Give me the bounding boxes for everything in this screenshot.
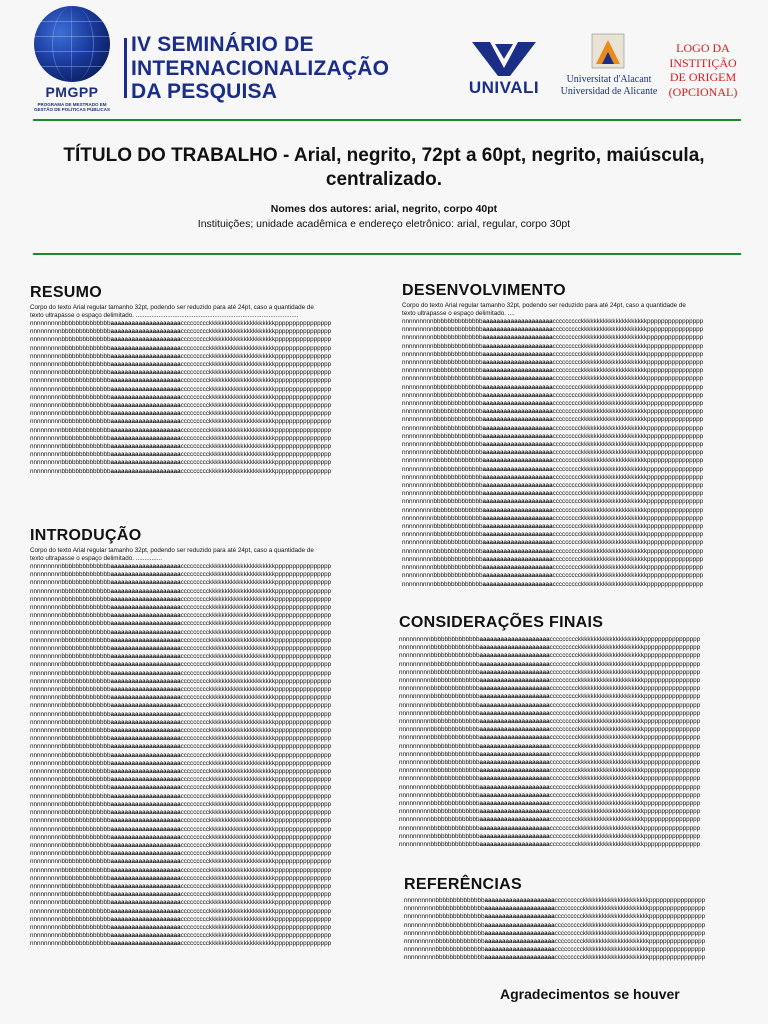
filler-line: nnnnnnnnnbbbbbbbbbbbbbbaaaaaaaaaaaaaaaaaaaaccccccccckkkkkkkkkkkkkkkkkkkkkpppppppppppppppp	[30, 874, 332, 882]
section-heading: RESUMO	[30, 284, 103, 301]
filler-line: nnnnnnnnnbbbbbbbbbbbbbbaaaaaaaaaaaaaaaaaaaaccccccccckkkkkkkkkkkkkkkkkkkkkpppppppppppppppp	[402, 506, 704, 514]
filler-line: nnnnnnnnnbbbbbbbbbbbbbbaaaaaaaaaaaaaaaaaaaaccccccccckkkkkkkkkkkkkkkkkkkkkpppppppppppppppp	[402, 473, 704, 481]
filler-line: nnnnnnnnnbbbbbbbbbbbbbbaaaaaaaaaaaaaaaaaaaaccccccccckkkkkkkkkkkkkkkkkkkkkpppppppppppppppp	[30, 940, 332, 948]
filler-line: nnnnnnnnnbbbbbbbbbbbbbbaaaaaaaaaaaaaaaaaaaaccccccccckkkkkkkkkkkkkkkkkkkkkpppppppppppppppp	[399, 775, 701, 783]
filler-line: nnnnnnnnnbbbbbbbbbbbbbbaaaaaaaaaaaaaaaaaaaaccccccccckkkkkkkkkkkkkkkkkkkkkpppppppppppppppp	[30, 776, 332, 784]
filler-line: nnnnnnnnnbbbbbbbbbbbbbbaaaaaaaaaaaaaaaaaaaaccccccccckkkkkkkkkkkkkkkkkkkkkpppppppppppppppp	[402, 326, 704, 334]
filler-line: nnnnnnnnnbbbbbbbbbbbbbbaaaaaaaaaaaaaaaaaaaaccccccccckkkkkkkkkkkkkkkkkkkkkpppppppppppppppp	[399, 652, 701, 660]
filler-line: nnnnnnnnnbbbbbbbbbbbbbbaaaaaaaaaaaaaaaaaaaaccccccccckkkkkkkkkkkkkkkkkkkkkpppppppppppppppp	[402, 564, 704, 572]
filler-line: nnnnnnnnnbbbbbbbbbbbbbbaaaaaaaaaaaaaaaaaaaaccccccccckkkkkkkkkkkkkkkkkkkkkpppppppppppppppp	[30, 891, 332, 899]
pmgpp-subtitle: PROGRAMA DE MESTRADO EM GESTÃO DE POLÍTICAS PÚBLICAS	[33, 102, 110, 112]
filler-line: nnnnnnnnnbbbbbbbbbbbbbbaaaaaaaaaaaaaaaaaaaaccccccccckkkkkkkkkkkkkkkkkkkkkpppppppppppppppp	[30, 932, 332, 940]
filler-line: nnnnnnnnnbbbbbbbbbbbbbbaaaaaaaaaaaaaaaaaaaaccccccccckkkkkkkkkkkkkkkkkkkkkpppppppppppppppp	[30, 563, 332, 570]
filler-text	[402, 318, 742, 589]
filler-line: nnnnnnnnnbbbbbbbbbbbbbbaaaaaaaaaaaaaaaaaaaaccccccccckkkkkkkkkkkkkkkkkkkkkpppppppppppppppp	[402, 318, 704, 325]
filler-text	[30, 563, 370, 949]
filler-line: nnnnnnnnnbbbbbbbbbbbbbbaaaaaaaaaaaaaaaaaaaaccccccccckkkkkkkkkkkkkkkkkkkkkpppppppppppppppp	[30, 858, 332, 866]
filler-line: nnnnnnnnnbbbbbbbbbbbbbbaaaaaaaaaaaaaaaaaaaaccccccccckkkkkkkkkkkkkkkkkkkkkpppppppppppppppp	[30, 459, 332, 467]
section-resumo	[30, 284, 370, 476]
filler-line: nnnnnnnnnbbbbbbbbbbbbbbaaaaaaaaaaaaaaaaaaaaccccccccckkkkkkkkkkkkkkkkkkkkkpppppppppppppppp	[30, 751, 332, 759]
filler-line: nnnnnnnnnbbbbbbbbbbbbbbaaaaaaaaaaaaaaaaaaaaccccccccckkkkkkkkkkkkkkkkkkkkkpppppppppppppppp	[30, 612, 332, 620]
section-heading: DESENVOLVIMENTO	[402, 282, 566, 299]
filler-line: nnnnnnnnnbbbbbbbbbbbbbbaaaaaaaaaaaaaaaaaaaaccccccccckkkkkkkkkkkkkkkkkkkkkpppppppppppppppp	[30, 661, 332, 669]
section-heading: CONSIDERAÇÕES FINAIS	[399, 614, 604, 631]
title-divider	[124, 38, 127, 98]
filler-line: nnnnnnnnnbbbbbbbbbbbbbbaaaaaaaaaaaaaaaaaaaaccccccccckkkkkkkkkkkkkkkkkkkkkpppppppppppppppp	[30, 385, 332, 393]
filler-line: nnnnnnnnnbbbbbbbbbbbbbbaaaaaaaaaaaaaaaaaaaaccccccccckkkkkkkkkkkkkkkkkkkkkpppppppppppppppp	[30, 686, 332, 694]
filler-line: nnnnnnnnnbbbbbbbbbbbbbbaaaaaaaaaaaaaaaaaaaaccccccccckkkkkkkkkkkkkkkkkkkkkpppppppppppppppp	[402, 498, 704, 506]
filler-line: nnnnnnnnnbbbbbbbbbbbbbbaaaaaaaaaaaaaaaaaaaaccccccccckkkkkkkkkkkkkkkkkkkkkpppppppppppppppp	[30, 653, 332, 661]
filler-line: nnnnnnnnnbbbbbbbbbbbbbbaaaaaaaaaaaaaaaaaaaaccccccccckkkkkkkkkkkkkkkkkkkkkpppppppppppppppp	[30, 645, 332, 653]
filler-line: nnnnnnnnnbbbbbbbbbbbbbbaaaaaaaaaaaaaaaaaaaaccccccccckkkkkkkkkkkkkkkkkkkkkpppppppppppppppp	[399, 693, 701, 701]
filler-line: nnnnnnnnnbbbbbbbbbbbbbbaaaaaaaaaaaaaaaaaaaaccccccccckkkkkkkkkkkkkkkkkkkkkpppppppppppppppp	[402, 334, 704, 342]
filler-line: nnnnnnnnnbbbbbbbbbbbbbbaaaaaaaaaaaaaaaaaaaaccccccccckkkkkkkkkkkkkkkkkkkkkpppppppppppppppp	[399, 668, 701, 676]
filler-line: nnnnnnnnnbbbbbbbbbbbbbbaaaaaaaaaaaaaaaaaaaaccccccccckkkkkkkkkkkkkkkkkkkkkpppppppppppppppp	[399, 718, 701, 726]
filler-line: nnnnnnnnnbbbbbbbbbbbbbbaaaaaaaaaaaaaaaaaaaaccccccccckkkkkkkkkkkkkkkkkkkkkpppppppppppppppp	[30, 361, 332, 369]
filler-line: nnnnnnnnnbbbbbbbbbbbbbbaaaaaaaaaaaaaaaaaaaaccccccccckkkkkkkkkkkkkkkkkkkkkpppppppppppppppp	[402, 432, 704, 440]
alicante-mark-icon	[590, 32, 626, 72]
filler-line: nnnnnnnnnbbbbbbbbbbbbbbaaaaaaaaaaaaaaaaaaaaccccccccckkkkkkkkkkkkkkkkkkkkkpppppppppppppppp	[404, 929, 706, 937]
filler-line: nnnnnnnnnbbbbbbbbbbbbbbaaaaaaaaaaaaaaaaaaaaccccccccckkkkkkkkkkkkkkkkkkkkkpppppppppppppppp	[30, 784, 332, 792]
univali-mark-icon	[470, 40, 538, 78]
filler-line: nnnnnnnnnbbbbbbbbbbbbbbaaaaaaaaaaaaaaaaaaaaccccccccckkkkkkkkkkkkkkkkkkkkkpppppppppppppppp	[30, 604, 332, 612]
filler-line: nnnnnnnnnbbbbbbbbbbbbbbaaaaaaaaaaaaaaaaaaaaccccccccckkkkkkkkkkkkkkkkkkkkkpppppppppppppppp	[402, 580, 704, 588]
filler-line: nnnnnnnnnbbbbbbbbbbbbbbaaaaaaaaaaaaaaaaaaaaccccccccckkkkkkkkkkkkkkkkkkkkkpppppppppppppppp	[402, 383, 704, 391]
filler-line: nnnnnnnnnbbbbbbbbbbbbbbaaaaaaaaaaaaaaaaaaaaccccccccckkkkkkkkkkkkkkkkkkkkkpppppppppppppppp	[30, 467, 332, 475]
alicante-label: Universitat d'Alacant Universidad de Alicante	[560, 74, 658, 97]
filler-line: nnnnnnnnnbbbbbbbbbbbbbbaaaaaaaaaaaaaaaaaaaaccccccccckkkkkkkkkkkkkkkkkkkkkpppppppppppppppp	[402, 350, 704, 358]
filler-line: nnnnnnnnnbbbbbbbbbbbbbbaaaaaaaaaaaaaaaaaaaaccccccccckkkkkkkkkkkkkkkkkkkkkpppppppppppppppp	[402, 465, 704, 473]
filler-line: nnnnnnnnnbbbbbbbbbbbbbbaaaaaaaaaaaaaaaaaaaaccccccccckkkkkkkkkkkkkkkkkkkkkpppppppppppppppp	[30, 320, 332, 327]
filler-line: nnnnnnnnnbbbbbbbbbbbbbbaaaaaaaaaaaaaaaaaaaaccccccccckkkkkkkkkkkkkkkkkkkkkpppppppppppppppp	[399, 808, 701, 816]
filler-line: nnnnnnnnnbbbbbbbbbbbbbbaaaaaaaaaaaaaaaaaaaaccccccccckkkkkkkkkkkkkkkkkkkkkpppppppppppppppp	[402, 359, 704, 367]
filler-line: nnnnnnnnnbbbbbbbbbbbbbbaaaaaaaaaaaaaaaaaaaaccccccccckkkkkkkkkkkkkkkkkkkkkpppppppppppppppp	[402, 416, 704, 424]
filler-line: nnnnnnnnnbbbbbbbbbbbbbbaaaaaaaaaaaaaaaaaaaaccccccccckkkkkkkkkkkkkkkkkkkkkpppppppppppppppp	[30, 677, 332, 685]
filler-line: nnnnnnnnnbbbbbbbbbbbbbbaaaaaaaaaaaaaaaaaaaaccccccccckkkkkkkkkkkkkkkkkkkkkpppppppppppppppp	[399, 701, 701, 709]
filler-line: nnnnnnnnnbbbbbbbbbbbbbbaaaaaaaaaaaaaaaaaaaaccccccccckkkkkkkkkkkkkkkkkkkkkpppppppppppppppp	[30, 410, 332, 418]
filler-line: nnnnnnnnnbbbbbbbbbbbbbbaaaaaaaaaaaaaaaaaaaaccccccccckkkkkkkkkkkkkkkkkkkkkpppppppppppppppp	[30, 907, 332, 915]
title-rule	[33, 253, 741, 255]
filler-line: nnnnnnnnnbbbbbbbbbbbbbbaaaaaaaaaaaaaaaaaaaaccccccccckkkkkkkkkkkkkkkkkkkkkpppppppppppppppp	[399, 636, 701, 643]
header-rule	[33, 119, 741, 121]
filler-line: nnnnnnnnnbbbbbbbbbbbbbbaaaaaaaaaaaaaaaaaaaaccccccccckkkkkkkkkkkkkkkkkkkkkpppppppppppppppp	[30, 702, 332, 710]
filler-line: nnnnnnnnnbbbbbbbbbbbbbbaaaaaaaaaaaaaaaaaaaaccccccccckkkkkkkkkkkkkkkkkkkkkpppppppppppppppp	[399, 824, 701, 832]
filler-line: nnnnnnnnnbbbbbbbbbbbbbbaaaaaaaaaaaaaaaaaaaaccccccccckkkkkkkkkkkkkkkkkkkkkpppppppppppppppp	[402, 523, 704, 531]
filler-line: nnnnnnnnnbbbbbbbbbbbbbbaaaaaaaaaaaaaaaaaaaaccccccccckkkkkkkkkkkkkkkkkkkkkpppppppppppppppp	[402, 449, 704, 457]
filler-line: nnnnnnnnnbbbbbbbbbbbbbbaaaaaaaaaaaaaaaaaaaaccccccccckkkkkkkkkkkkkkkkkkkkkpppppppppppppppp	[30, 923, 332, 931]
filler-line: nnnnnnnnnbbbbbbbbbbbbbbaaaaaaaaaaaaaaaaaaaaccccccccckkkkkkkkkkkkkkkkkkkkkpppppppppppppppp	[404, 954, 706, 962]
filler-text	[30, 320, 370, 476]
filler-line: nnnnnnnnnbbbbbbbbbbbbbbaaaaaaaaaaaaaaaaaaaaccccccccckkkkkkkkkkkkkkkkkkkkkpppppppppppppppp	[399, 709, 701, 717]
filler-line: nnnnnnnnnbbbbbbbbbbbbbbaaaaaaaaaaaaaaaaaaaaccccccccckkkkkkkkkkkkkkkkkkkkkpppppppppppppppp	[30, 735, 332, 743]
filler-line: nnnnnnnnnbbbbbbbbbbbbbbaaaaaaaaaaaaaaaaaaaaccccccccckkkkkkkkkkkkkkkkkkkkkpppppppppppppppp	[402, 424, 704, 432]
filler-line: nnnnnnnnnbbbbbbbbbbbbbbaaaaaaaaaaaaaaaaaaaaccccccccckkkkkkkkkkkkkkkkkkkkkpppppppppppppppp	[30, 418, 332, 426]
section-heading: INTRODUÇÃO	[30, 527, 142, 544]
filler-line: nnnnnnnnnbbbbbbbbbbbbbbaaaaaaaaaaaaaaaaaaaaccccccccckkkkkkkkkkkkkkkkkkkkkpppppppppppppppp	[30, 595, 332, 603]
filler-line: nnnnnnnnnbbbbbbbbbbbbbbaaaaaaaaaaaaaaaaaaaaccccccccckkkkkkkkkkkkkkkkkkkkkpppppppppppppppp	[402, 408, 704, 416]
filler-line: nnnnnnnnnbbbbbbbbbbbbbbaaaaaaaaaaaaaaaaaaaaccccccccckkkkkkkkkkkkkkkkkkkkkpppppppppppppppp	[30, 792, 332, 800]
filler-line: nnnnnnnnnbbbbbbbbbbbbbbaaaaaaaaaaaaaaaaaaaaccccccccckkkkkkkkkkkkkkkkkkkkkpppppppppppppppp	[402, 375, 704, 383]
filler-line: nnnnnnnnnbbbbbbbbbbbbbbaaaaaaaaaaaaaaaaaaaaccccccccckkkkkkkkkkkkkkkkkkkkkpppppppppppppppp	[404, 946, 706, 954]
filler-line: nnnnnnnnnbbbbbbbbbbbbbbaaaaaaaaaaaaaaaaaaaaccccccccckkkkkkkkkkkkkkkkkkkkkpppppppppppppppp	[30, 768, 332, 776]
filler-line: nnnnnnnnnbbbbbbbbbbbbbbaaaaaaaaaaaaaaaaaaaaccccccccckkkkkkkkkkkkkkkkkkkkkpppppppppppppppp	[30, 710, 332, 718]
filler-line: nnnnnnnnnbbbbbbbbbbbbbbaaaaaaaaaaaaaaaaaaaaccccccccckkkkkkkkkkkkkkkkkkkkkpppppppppppppppp	[30, 336, 332, 344]
filler-line: nnnnnnnnnbbbbbbbbbbbbbbaaaaaaaaaaaaaaaaaaaaccccccccckkkkkkkkkkkkkkkkkkkkkpppppppppppppppp	[402, 457, 704, 465]
filler-line: nnnnnnnnnbbbbbbbbbbbbbbaaaaaaaaaaaaaaaaaaaaccccccccckkkkkkkkkkkkkkkkkkkkkpppppppppppppppp	[30, 402, 332, 410]
filler-line: nnnnnnnnnbbbbbbbbbbbbbbaaaaaaaaaaaaaaaaaaaaccccccccckkkkkkkkkkkkkkkkkkkkkpppppppppppppppp	[30, 727, 332, 735]
poster-header	[0, 0, 768, 120]
filler-line: nnnnnnnnnbbbbbbbbbbbbbbaaaaaaaaaaaaaaaaaaaaccccccccckkkkkkkkkkkkkkkkkkkkkpppppppppppppppp	[30, 328, 332, 336]
filler-text	[399, 636, 744, 849]
filler-line: nnnnnnnnnbbbbbbbbbbbbbbaaaaaaaaaaaaaaaaaaaaccccccccckkkkkkkkkkkkkkkkkkkkkpppppppppppppppp	[399, 791, 701, 799]
filler-line: nnnnnnnnnbbbbbbbbbbbbbbaaaaaaaaaaaaaaaaaaaaccccccccckkkkkkkkkkkkkkkkkkkkkpppppppppppppppp	[399, 726, 701, 734]
section-introducao	[30, 527, 370, 949]
globe-icon	[34, 6, 110, 82]
filler-line: nnnnnnnnnbbbbbbbbbbbbbbaaaaaaaaaaaaaaaaaaaaccccccccckkkkkkkkkkkkkkkkkkkkkpppppppppppppppp	[402, 391, 704, 399]
filler-line: nnnnnnnnnbbbbbbbbbbbbbbaaaaaaaaaaaaaaaaaaaaccccccccckkkkkkkkkkkkkkkkkkkkkpppppppppppppppp	[404, 905, 706, 913]
section-intro: Corpo do texto Arial regular tamanho 32pt, podendo ser reduzido para até 24pt, caso a quantidade de texto ultrapasse o espaço delimitado. ...............	[30, 547, 314, 562]
filler-line: nnnnnnnnnbbbbbbbbbbbbbbaaaaaaaaaaaaaaaaaaaaccccccccckkkkkkkkkkkkkkkkkkkkkpppppppppppppppp	[30, 426, 332, 434]
filler-line: nnnnnnnnnbbbbbbbbbbbbbbaaaaaaaaaaaaaaaaaaaaccccccccckkkkkkkkkkkkkkkkkkkkkpppppppppppppppp	[30, 759, 332, 767]
filler-line: nnnnnnnnnbbbbbbbbbbbbbbaaaaaaaaaaaaaaaaaaaaccccccccckkkkkkkkkkkkkkkkkkkkkpppppppppppppppp	[30, 915, 332, 923]
filler-line: nnnnnnnnnbbbbbbbbbbbbbbaaaaaaaaaaaaaaaaaaaaccccccccckkkkkkkkkkkkkkkkkkkkkpppppppppppppppp	[30, 377, 332, 385]
filler-text	[404, 897, 744, 963]
filler-line: nnnnnnnnnbbbbbbbbbbbbbbaaaaaaaaaaaaaaaaaaaaccccccccckkkkkkkkkkkkkkkkkkkkkpppppppppppppppp	[30, 800, 332, 808]
section-heading: REFERÊNCIAS	[404, 876, 522, 893]
pmgpp-logo	[30, 6, 114, 116]
univali-logo	[462, 40, 546, 100]
filler-line: nnnnnnnnnbbbbbbbbbbbbbbaaaaaaaaaaaaaaaaaaaaccccccccckkkkkkkkkkkkkkkkkkkkkpppppppppppppppp	[30, 809, 332, 817]
section-desenvolvimento	[402, 282, 742, 589]
poster-title: TÍTULO DO TRABALHO - Arial, negrito, 72pt a 60pt, negrito, maiúscula, centralizado.	[63, 145, 705, 190]
filler-line: nnnnnnnnnbbbbbbbbbbbbbbaaaaaaaaaaaaaaaaaaaaccccccccckkkkkkkkkkkkkkkkkkkkkpppppppppppppppp	[399, 734, 701, 742]
filler-line: nnnnnnnnnbbbbbbbbbbbbbbaaaaaaaaaaaaaaaaaaaaccccccccckkkkkkkkkkkkkkkkkkkkkpppppppppppppppp	[404, 921, 706, 929]
filler-line: nnnnnnnnnbbbbbbbbbbbbbbaaaaaaaaaaaaaaaaaaaaccccccccckkkkkkkkkkkkkkkkkkkkkpppppppppppppppp	[30, 694, 332, 702]
filler-line: nnnnnnnnnbbbbbbbbbbbbbbaaaaaaaaaaaaaaaaaaaaccccccccckkkkkkkkkkkkkkkkkkkkkpppppppppppppppp	[399, 759, 701, 767]
filler-line: nnnnnnnnnbbbbbbbbbbbbbbaaaaaaaaaaaaaaaaaaaaccccccccckkkkkkkkkkkkkkkkkkkkkpppppppppppppppp	[399, 816, 701, 824]
filler-line: nnnnnnnnnbbbbbbbbbbbbbbaaaaaaaaaaaaaaaaaaaaccccccccckkkkkkkkkkkkkkkkkkkkkpppppppppppppppp	[30, 833, 332, 841]
filler-line: nnnnnnnnnbbbbbbbbbbbbbbaaaaaaaaaaaaaaaaaaaaccccccccckkkkkkkkkkkkkkkkkkkkkpppppppppppppppp	[30, 434, 332, 442]
filler-line: nnnnnnnnnbbbbbbbbbbbbbbaaaaaaaaaaaaaaaaaaaaccccccccckkkkkkkkkkkkkkkkkkkkkpppppppppppppppp	[30, 743, 332, 751]
filler-line: nnnnnnnnnbbbbbbbbbbbbbbaaaaaaaaaaaaaaaaaaaaccccccccckkkkkkkkkkkkkkkkkkkkkpppppppppppppppp	[30, 899, 332, 907]
filler-line: nnnnnnnnnbbbbbbbbbbbbbbaaaaaaaaaaaaaaaaaaaaccccccccckkkkkkkkkkkkkkkkkkkkkpppppppppppppppp	[399, 644, 701, 652]
filler-line: nnnnnnnnnbbbbbbbbbbbbbbaaaaaaaaaaaaaaaaaaaaccccccccckkkkkkkkkkkkkkkkkkkkkpppppppppppppppp	[399, 685, 701, 693]
filler-line: nnnnnnnnnbbbbbbbbbbbbbbaaaaaaaaaaaaaaaaaaaaccccccccckkkkkkkkkkkkkkkkkkkkkpppppppppppppppp	[30, 620, 332, 628]
filler-line: nnnnnnnnnbbbbbbbbbbbbbbaaaaaaaaaaaaaaaaaaaaccccccccckkkkkkkkkkkkkkkkkkkkkpppppppppppppppp	[30, 636, 332, 644]
filler-line: nnnnnnnnnbbbbbbbbbbbbbbaaaaaaaaaaaaaaaaaaaaccccccccckkkkkkkkkkkkkkkkkkkkkpppppppppppppppp	[402, 482, 704, 490]
alicante-logo	[560, 32, 658, 102]
authors-line: Nomes dos autores: arial, negrito, corpo 40pt	[270, 203, 498, 215]
filler-line: nnnnnnnnnbbbbbbbbbbbbbbaaaaaaaaaaaaaaaaaaaaccccccccckkkkkkkkkkkkkkkkkkkkkpppppppppppppppp	[402, 490, 704, 498]
filler-line: nnnnnnnnnbbbbbbbbbbbbbbaaaaaaaaaaaaaaaaaaaaccccccccckkkkkkkkkkkkkkkkkkkkkpppppppppppppppp	[402, 400, 704, 408]
filler-line: nnnnnnnnnbbbbbbbbbbbbbbaaaaaaaaaaaaaaaaaaaaccccccccckkkkkkkkkkkkkkkkkkkkkpppppppppppppppp	[30, 825, 332, 833]
filler-line: nnnnnnnnnbbbbbbbbbbbbbbaaaaaaaaaaaaaaaaaaaaccccccccckkkkkkkkkkkkkkkkkkkkkpppppppppppppppp	[30, 841, 332, 849]
filler-line: nnnnnnnnnbbbbbbbbbbbbbbaaaaaaaaaaaaaaaaaaaaccccccccckkkkkkkkkkkkkkkkkkkkkpppppppppppppppp	[402, 531, 704, 539]
filler-line: nnnnnnnnnbbbbbbbbbbbbbbaaaaaaaaaaaaaaaaaaaaccccccccckkkkkkkkkkkkkkkkkkkkkpppppppppppppppp	[30, 451, 332, 459]
filler-line: nnnnnnnnnbbbbbbbbbbbbbbaaaaaaaaaaaaaaaaaaaaccccccccckkkkkkkkkkkkkkkkkkkkkpppppppppppppppp	[30, 393, 332, 401]
filler-line: nnnnnnnnnbbbbbbbbbbbbbbaaaaaaaaaaaaaaaaaaaaccccccccckkkkkkkkkkkkkkkkkkkkkpppppppppppppppp	[404, 897, 706, 904]
section-consideracoes	[399, 614, 744, 849]
filler-line: nnnnnnnnnbbbbbbbbbbbbbbaaaaaaaaaaaaaaaaaaaaccccccccckkkkkkkkkkkkkkkkkkkkkpppppppppppppppp	[30, 850, 332, 858]
pmgpp-name: PMGPP	[45, 84, 99, 100]
section-referencias	[404, 876, 744, 963]
filler-line: nnnnnnnnnbbbbbbbbbbbbbbaaaaaaaaaaaaaaaaaaaaccccccccckkkkkkkkkkkkkkkkkkkkkpppppppppppppppp	[399, 841, 701, 849]
filler-line: nnnnnnnnnbbbbbbbbbbbbbbaaaaaaaaaaaaaaaaaaaaccccccccckkkkkkkkkkkkkkkkkkkkkpppppppppppppppp	[399, 750, 701, 758]
filler-line: nnnnnnnnnbbbbbbbbbbbbbbaaaaaaaaaaaaaaaaaaaaccccccccckkkkkkkkkkkkkkkkkkkkkpppppppppppppppp	[30, 369, 332, 377]
filler-line: nnnnnnnnnbbbbbbbbbbbbbbaaaaaaaaaaaaaaaaaaaaccccccccckkkkkkkkkkkkkkkkkkkkkpppppppppppppppp	[402, 367, 704, 375]
filler-line: nnnnnnnnnbbbbbbbbbbbbbbaaaaaaaaaaaaaaaaaaaaccccccccckkkkkkkkkkkkkkkkkkkkkpppppppppppppppp	[402, 555, 704, 563]
filler-line: nnnnnnnnnbbbbbbbbbbbbbbaaaaaaaaaaaaaaaaaaaaccccccccckkkkkkkkkkkkkkkkkkkkkpppppppppppppppp	[30, 628, 332, 636]
filler-line: nnnnnnnnnbbbbbbbbbbbbbbaaaaaaaaaaaaaaaaaaaaccccccccckkkkkkkkkkkkkkkkkkkkkpppppppppppppppp	[399, 783, 701, 791]
filler-line: nnnnnnnnnbbbbbbbbbbbbbbaaaaaaaaaaaaaaaaaaaaccccccccckkkkkkkkkkkkkkkkkkkkkpppppppppppppppp	[30, 882, 332, 890]
filler-line: nnnnnnnnnbbbbbbbbbbbbbbaaaaaaaaaaaaaaaaaaaaccccccccckkkkkkkkkkkkkkkkkkkkkpppppppppppppppp	[30, 866, 332, 874]
filler-line: nnnnnnnnnbbbbbbbbbbbbbbaaaaaaaaaaaaaaaaaaaaccccccccckkkkkkkkkkkkkkkkkkkkkpppppppppppppppp	[30, 344, 332, 352]
acknowledgements: Agradecimentos se houver	[500, 986, 680, 1002]
filler-line: nnnnnnnnnbbbbbbbbbbbbbbaaaaaaaaaaaaaaaaaaaaccccccccckkkkkkkkkkkkkkkkkkkkkpppppppppppppppp	[30, 579, 332, 587]
origin-logo-placeholder: LOGO DA INSTITIÇÃO DE ORIGEM (OPCIONAL)	[668, 41, 738, 99]
filler-line: nnnnnnnnnbbbbbbbbbbbbbbaaaaaaaaaaaaaaaaaaaaccccccccckkkkkkkkkkkkkkkkkkkkkpppppppppppppppp	[30, 718, 332, 726]
filler-line: nnnnnnnnnbbbbbbbbbbbbbbaaaaaaaaaaaaaaaaaaaaccccccccckkkkkkkkkkkkkkkkkkkkkpppppppppppppppp	[30, 817, 332, 825]
filler-line: nnnnnnnnnbbbbbbbbbbbbbbaaaaaaaaaaaaaaaaaaaaccccccccckkkkkkkkkkkkkkkkkkkkkpppppppppppppppp	[30, 571, 332, 579]
filler-line: nnnnnnnnnbbbbbbbbbbbbbbaaaaaaaaaaaaaaaaaaaaccccccccckkkkkkkkkkkkkkkkkkkkkpppppppppppppppp	[404, 913, 706, 921]
filler-line: nnnnnnnnnbbbbbbbbbbbbbbaaaaaaaaaaaaaaaaaaaaccccccccckkkkkkkkkkkkkkkkkkkkkpppppppppppppppp	[402, 547, 704, 555]
univali-label: UNIVALI	[468, 78, 540, 97]
filler-line: nnnnnnnnnbbbbbbbbbbbbbbaaaaaaaaaaaaaaaaaaaaccccccccckkkkkkkkkkkkkkkkkkkkkpppppppppppppppp	[399, 677, 701, 685]
event-title: IV SEMINÁRIO DE INTERNACIONALIZAÇÃO DA PESQUISA	[131, 33, 390, 103]
filler-line: nnnnnnnnnbbbbbbbbbbbbbbaaaaaaaaaaaaaaaaaaaaccccccccckkkkkkkkkkkkkkkkkkkkkpppppppppppppppp	[404, 938, 706, 946]
filler-line: nnnnnnnnnbbbbbbbbbbbbbbaaaaaaaaaaaaaaaaaaaaccccccccckkkkkkkkkkkkkkkkkkkkkpppppppppppppppp	[402, 572, 704, 580]
filler-line: nnnnnnnnnbbbbbbbbbbbbbbaaaaaaaaaaaaaaaaaaaaccccccccckkkkkkkkkkkkkkkkkkkkkpppppppppppppppp	[399, 767, 701, 775]
filler-line: nnnnnnnnnbbbbbbbbbbbbbbaaaaaaaaaaaaaaaaaaaaccccccccckkkkkkkkkkkkkkkkkkkkkpppppppppppppppp	[399, 742, 701, 750]
filler-line: nnnnnnnnnbbbbbbbbbbbbbbaaaaaaaaaaaaaaaaaaaaccccccccckkkkkkkkkkkkkkkkkkkkkpppppppppppppppp	[402, 342, 704, 350]
section-intro: Corpo do texto Arial regular tamanho 32pt, podendo ser reduzido para até 24pt, caso a quantidade de texto ultrapasse o espaço delimitado. ....	[402, 302, 686, 317]
filler-line: nnnnnnnnnbbbbbbbbbbbbbbaaaaaaaaaaaaaaaaaaaaccccccccckkkkkkkkkkkkkkkkkkkkkpppppppppppppppp	[399, 660, 701, 668]
institutions-line: Instituições; unidade acadêmica e endereço eletrônico: arial, regular, corpo 30pt	[197, 218, 571, 230]
filler-line: nnnnnnnnnbbbbbbbbbbbbbbaaaaaaaaaaaaaaaaaaaaccccccccckkkkkkkkkkkkkkkkkkkkkpppppppppppppppp	[402, 441, 704, 449]
filler-line: nnnnnnnnnbbbbbbbbbbbbbbaaaaaaaaaaaaaaaaaaaaccccccccckkkkkkkkkkkkkkkkkkkkkpppppppppppppppp	[399, 800, 701, 808]
section-intro: Corpo do texto Arial regular tamanho 32pt, podendo ser reduzido para até 24pt, caso a quantidade de texto ultrapasse o espaço delimitado. .............................................................................................	[30, 304, 314, 319]
filler-line: nnnnnnnnnbbbbbbbbbbbbbbaaaaaaaaaaaaaaaaaaaaccccccccckkkkkkkkkkkkkkkkkkkkkpppppppppppppppp	[30, 352, 332, 360]
filler-line: nnnnnnnnnbbbbbbbbbbbbbbaaaaaaaaaaaaaaaaaaaaccccccccckkkkkkkkkkkkkkkkkkkkkpppppppppppppppp	[402, 539, 704, 547]
filler-line: nnnnnnnnnbbbbbbbbbbbbbbaaaaaaaaaaaaaaaaaaaaccccccccckkkkkkkkkkkkkkkkkkkkkpppppppppppppppp	[30, 669, 332, 677]
filler-line: nnnnnnnnnbbbbbbbbbbbbbbaaaaaaaaaaaaaaaaaaaaccccccccckkkkkkkkkkkkkkkkkkkkkpppppppppppppppp	[399, 832, 701, 840]
filler-line: nnnnnnnnnbbbbbbbbbbbbbbaaaaaaaaaaaaaaaaaaaaccccccccckkkkkkkkkkkkkkkkkkkkkpppppppppppppppp	[30, 443, 332, 451]
filler-line: nnnnnnnnnbbbbbbbbbbbbbbaaaaaaaaaaaaaaaaaaaaccccccccckkkkkkkkkkkkkkkkkkkkkpppppppppppppppp	[30, 587, 332, 595]
filler-line: nnnnnnnnnbbbbbbbbbbbbbbaaaaaaaaaaaaaaaaaaaaccccccccckkkkkkkkkkkkkkkkkkkkkpppppppppppppppp	[402, 514, 704, 522]
